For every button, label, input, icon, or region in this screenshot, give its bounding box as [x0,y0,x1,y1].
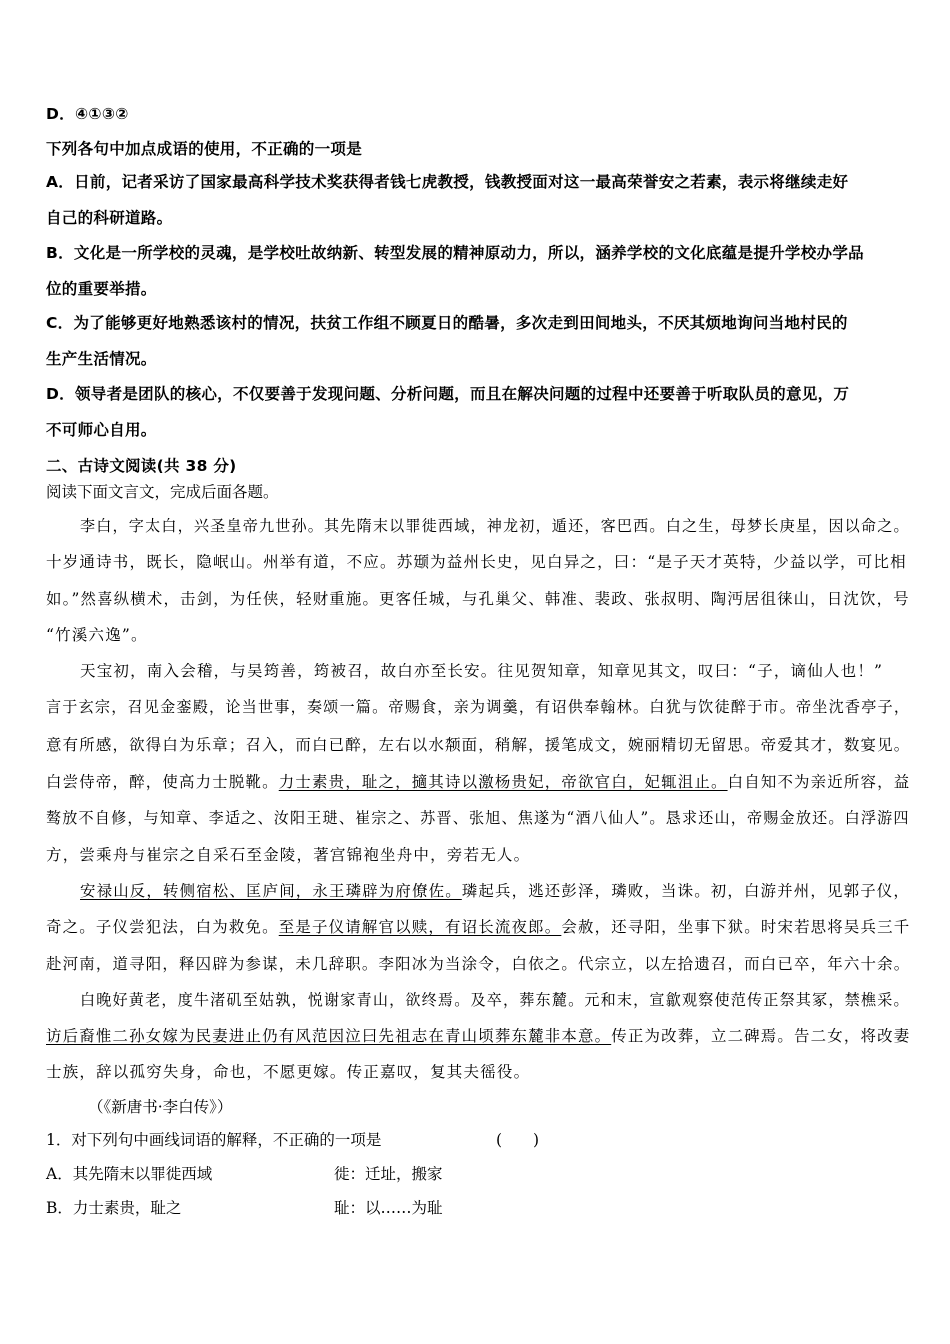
passage-p2-line6: 方，尝乘舟与崔宗之自采石至金陵，著宫锦袍坐舟中，旁若无人。 [46,846,531,864]
passage-text: 传正为改葬，立二碑焉。告二女，将改妻 [611,1027,911,1045]
passage-text: 白自知不为亲近所容，益 [727,773,911,791]
idiom-option-a-line2: 自己的科研道路。 [46,209,173,227]
underlined-sentence: 访后裔惟二孙女嫁为民妻进止仍有风范因泣曰先祖志在青山顷葬东麓非本意。 [46,1027,612,1045]
section-instruction: 阅读下面文言文，完成后面各题。 [46,483,279,501]
question1-option-b-gloss: 耻：以……为耻 [334,1199,443,1217]
idiom-option-c-line2: 生产生活情况。 [46,350,157,368]
idiom-option-c-line1: C．为了能够更好地熟悉该村的情况，扶贫工作组不顾夏日的酷暑，多次走到田间地头，不厌其烦地询问当地村民的 [46,314,848,332]
passage-text: 璘起兵，逃还彭泽，璘败，当诛。初，白游并州，见郭子仪， [461,882,911,900]
passage-p2-line1: 天宝初，南入会稽，与吴筠善，筠被召，故白亦至长安。往见贺知章，知章见其文，叹曰：“子，谪仙人也！” [80,662,884,680]
passage-text: 奇之。子仪尝犯法，白为救免。 [46,918,279,936]
passage-p1-line2: 十岁通诗书，既长，隐岷山。州举有道，不应。苏颋为益州长史，见白异之，曰：“是子天才英特，少益以学，可比相 [46,553,907,571]
idiom-option-b-line2: 位的重要举措。 [46,280,157,298]
underlined-sentence: 至是子仪请解官以赎，有诏长流夜郎。 [278,918,562,936]
idiom-option-d-line1: D．领导者是团队的核心，不仅要善于发现问题、分析问题，而且在解决问题的过程中还要善于听取队员的意见，万 [46,385,850,403]
passage-p2-line5: 骜放不自修，与知章、李适之、汝阳王琎、崔宗之、苏晋、张旭、焦遂为“酒八仙人”。恳求还山，帝赐金放还。白浮游四 [46,809,910,827]
passage-p4-line2 [46,1024,910,1046]
question1-option-b: B．力士素贵，耻之 [46,1199,182,1217]
passage-source: （《新唐书·李白传》） [88,1098,233,1116]
idiom-option-d-line2: 不可师心自用。 [46,421,157,439]
section-heading: 二、古诗文阅读(共 38 分) [46,457,237,475]
idiom-option-b-line1: B．文化是一所学校的灵魂，是学校吐故纳新、转型发展的精神原动力，所以，涵养学校的文化底蕴是提升学校办学品 [46,244,864,262]
prev-question-option-d: D．④①③② [46,105,129,123]
passage-text: 会赦，还寻阳，坐事下狱。时宋若思将吴兵三千 [561,918,911,936]
passage-p2-line3: 意有所感，欲得白为乐章；召入，而白已醉，左右以水颒面，稍解，援笔成文，婉丽精切无留思。帝爱其才，数宴见。 [46,736,911,754]
idiom-option-a-line1: A．日前，记者采访了国家最高科学技术奖获得者钱七虎教授，钱教授面对这一最高荣誉安之若素，表示将继续走好 [46,173,849,191]
answer-blank: ( ) [496,1131,540,1149]
passage-p1-line3: 如。”然喜纵横术，击剑，为任侠，轻财重施。更客任城，与孔巢父、韩准、裴政、张叔明、陶沔居徂徕山，日沈饮，号 [46,590,910,608]
passage-p4-line1: 白晚好黄老，度牛渚矶至姑孰，悦谢家青山，欲终焉。及卒，葬东麓。元和末，宣歙观察使范传正祭其冢，禁樵采。 [80,991,910,1009]
passage-p2-line4 [46,770,910,792]
idiom-question-stem: 下列各句中加点成语的使用，不正确的一项是 [46,140,363,158]
question1-stem: 1．对下列句中画线词语的解释，不正确的一项是 [46,1131,382,1149]
underlined-sentence: 力士素贵，耻之，擿其诗以激杨贵妃，帝欲官白，妃辄沮止。 [278,773,728,791]
underlined-sentence: 安禄山反，转侧宿松、匡庐间，永王璘辟为府僚佐。 [80,882,462,900]
passage-p1-line4: “竹溪六逸”。 [46,626,148,644]
question1-option-a: A．其先隋末以罪徙西域 [46,1165,213,1183]
passage-p3-line3: 赴河南，道寻阳，释囚辟为参谋，未几辞职。李阳冰为当涂令，白依之。代宗立，以左拾遗召，而白已卒，年六十余。 [46,955,911,973]
passage-text: 白尝侍帝，醉，使高力士脱靴。 [46,773,279,791]
question1-option-a-gloss: 徙：迁址，搬家 [334,1165,443,1183]
passage-p2-line2: 言于玄宗，召见金銮殿，论当世事，奏颂一篇。帝赐食，亲为调羹，有诏供奉翰林。白犹与饮徒醉于市。帝坐沈香亭子， [46,698,911,716]
passage-p4-line3: 士族，辞以孤穷失身，命也，不愿更嫁。传正嘉叹，复其夫徭役。 [46,1063,531,1081]
passage-p3-line1 [80,879,910,901]
passage-p3-line2 [46,915,910,937]
passage-p1-line1: 李白，字太白，兴圣皇帝九世孙。其先隋末以罪徙西域，神龙初，遁还，客巴西。白之生，母梦长庚星，因以命之。 [80,517,910,535]
